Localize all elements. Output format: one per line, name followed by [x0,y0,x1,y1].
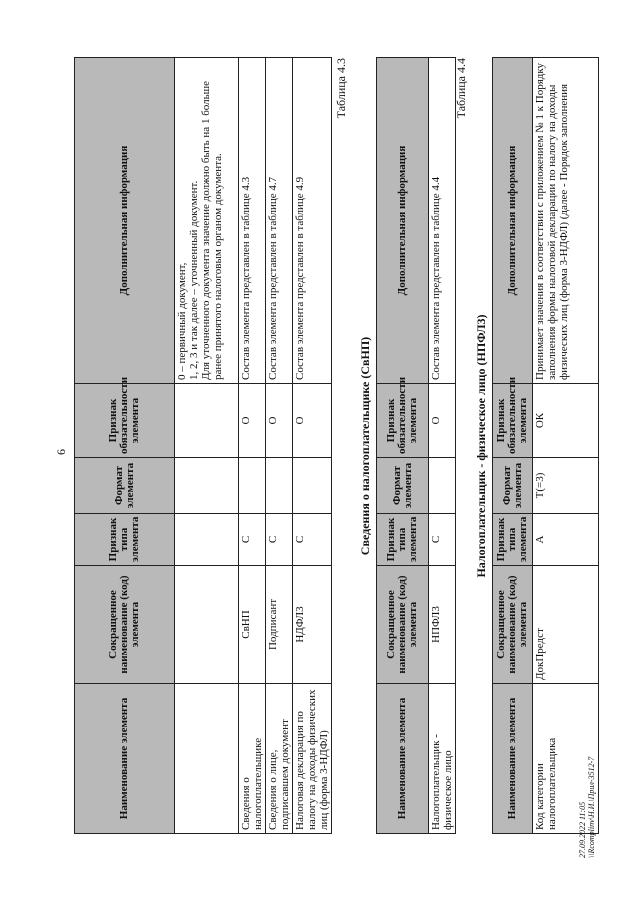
table-row [429,58,456,834]
cell-format [293,458,332,514]
table-4-4-title: Налогоплательщик - физическое лицо (НПФЛ3) [474,314,488,578]
col-header-info: Дополнительная информация [75,58,175,384]
cell-code [175,566,239,684]
cell-required: О [293,384,332,458]
cell-name: Налогоплательщик - физическое лицо [429,684,456,834]
col-header-name: Наименование элемента [75,684,175,834]
cell-code: СвНП [239,566,266,684]
table-row [293,58,332,834]
col-header-code: Сокращенное наименование (код) элемента [493,566,533,684]
table-taxpayer-individual [492,57,599,834]
cell-name: Сведения о лице, подписавшем документ [266,684,293,834]
col-header-info: Дополнительная информация [493,58,533,384]
cell-format [239,458,266,514]
cell-info: Состав элемента представлен в таблице 4.3 [239,58,266,384]
col-header-required: Признак обязательности элемента [75,384,175,458]
cell-type: С [239,514,266,566]
col-header-code: Сокращенное наименование (код) элемента [75,566,175,684]
table-row [239,58,266,834]
cell-type: С [266,514,293,566]
table-document-elements [74,57,332,834]
table-row [266,58,293,834]
cell-info: Состав элемента представлен в таблице 4.4 [429,58,456,384]
table-4-3-label: Таблица 4.3 [334,58,348,119]
cell-code: НПФЛ3 [429,566,456,684]
cell-format [429,458,456,514]
table-row [533,58,599,834]
cell-info: Принимает значения в соответствии с приложением № 1 к Порядку заполнения формы налоговой декларации по налогу на доходы физических лиц (форма 3-НДФЛ) (далее - Порядок заполнения [533,58,599,384]
cell-info: Состав элемента представлен в таблице 4.7 [266,58,293,384]
cell-format [266,458,293,514]
col-header-format: Формат элемента [377,458,429,514]
cell-format: T(=3) [533,458,599,514]
col-header-required: Признак обязательности элемента [377,384,429,458]
rotated-document-page [40,42,600,862]
table-header-row [75,58,175,834]
cell-type: А [533,514,599,566]
cell-code: НДФЛ3 [293,566,332,684]
col-header-code: Сокращенное наименование (код) элемента [377,566,429,684]
cell-name [175,684,239,834]
print-stamp-date: 27.09.2022 11:05 [578,801,587,858]
cell-format [175,458,239,514]
table-4-3-title: Сведения о налогоплательщике (СвНП) [358,336,372,556]
cell-info: Состав элемента представлен в таблице 4.9 [293,58,332,384]
print-stamp-path: \\Rcomplinv\Н.И.\Прил-3512-7 [587,756,596,858]
cell-required: О [239,384,266,458]
col-header-type: Признак типа элемента [75,514,175,566]
print-stamp [578,757,596,858]
col-header-type: Признак типа элемента [377,514,429,566]
table-row [175,58,239,834]
cell-code: ДокПредст [533,566,599,684]
cell-required [175,384,239,458]
col-header-format: Формат элемента [75,458,175,514]
cell-required: ОК [533,384,599,458]
cell-required: О [429,384,456,458]
cell-name: Код категории налогоплательщика [533,684,599,834]
col-header-name: Наименование элемента [377,684,429,834]
cell-type: С [429,514,456,566]
page-number: 6 [54,449,68,455]
cell-required: О [266,384,293,458]
col-header-type: Признак типа элемента [493,514,533,566]
table-header-row [493,58,533,834]
col-header-name: Наименование элемента [493,684,533,834]
col-header-required: Признак обязательности элемента [493,384,533,458]
col-header-format: Формат элемента [493,458,533,514]
cell-code: Подписант [266,566,293,684]
cell-type [175,514,239,566]
cell-name: Сведения о налогоплательщике [239,684,266,834]
cell-info: 0 – первичный документ, 1, 2, 3 и так далее – уточненный документ. Для уточненного документа значение должно быть на 1 больше ранее принятого налоговым органом документа. [175,58,239,384]
table-taxpayer-info [376,57,456,834]
col-header-info: Дополнительная информация [377,58,429,384]
cell-type: С [293,514,332,566]
table-4-4-label: Таблица 4.4 [454,58,468,119]
cell-name: Налоговая декларация по налогу на доходы физических лиц (форма 3-НДФЛ) [293,684,332,834]
table-header-row [377,58,429,834]
